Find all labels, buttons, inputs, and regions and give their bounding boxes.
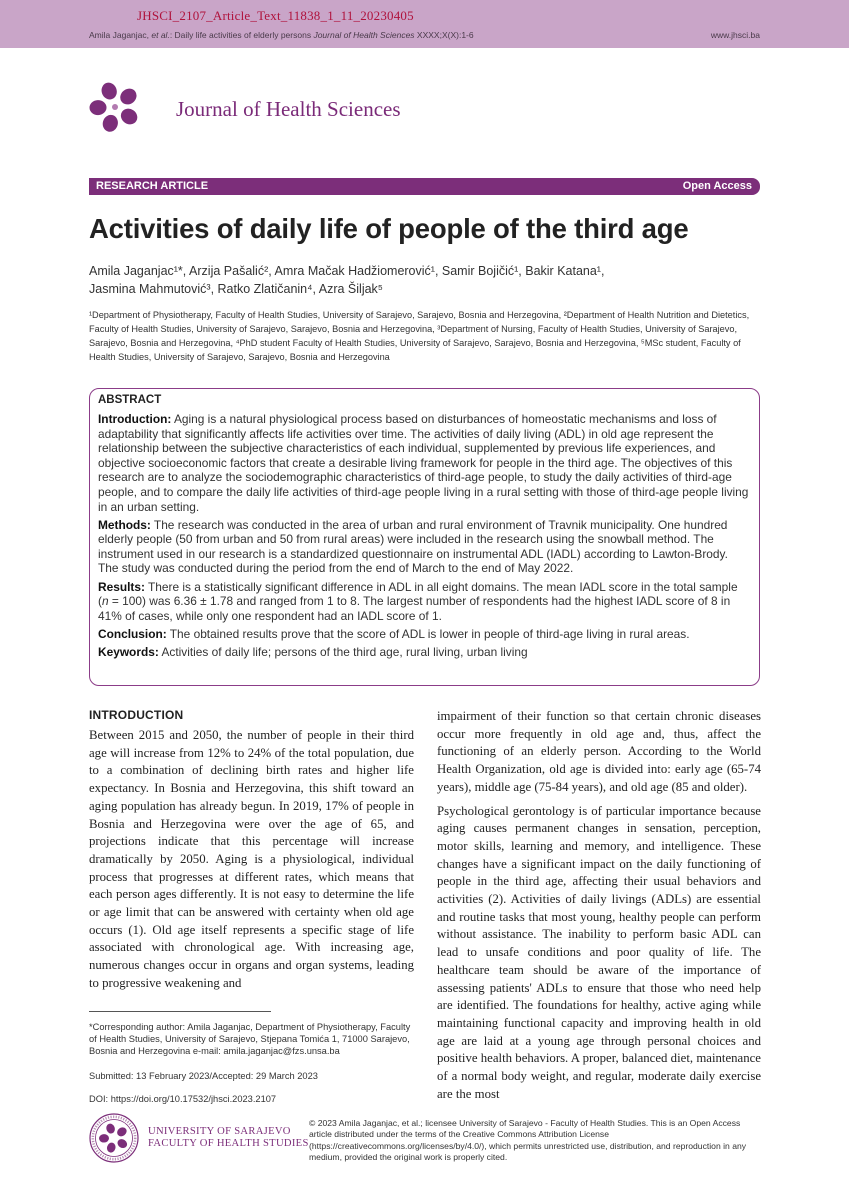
corresponding-author-note: *Corresponding author: Amila Jaganjac, Department of Physiotherapy, Faculty of Health Studies, University of Sarajevo, Stjepana Tomića 1, 71000 Sarajevo, Bosnia and Herzegovina e-mail: amila.jaganjac@fzs.unsa.ba xyxy=(89,1022,411,1057)
abstract-text: There is a statistically significant difference in ADL in all eight domains. The mean IADL score in the total sample ( xyxy=(98,579,738,609)
submission-dates: Submitted: 13 February 2023/Accepted: 29 March 2023 xyxy=(89,1071,318,1081)
flower-logo-icon xyxy=(89,81,141,133)
body-paragraph: Psychological gerontology is of particular importance because aging causes permanent changes in sensation, perception, motor skills, learning and memory, and intelligence. These changes have a significant impact on the daily functioning of people in the third age, affecting their usual behaviors and activities (2). Activities of daily livings (ADLs) are essential and routine tasks that most young, healthy people can perform without assistance. The inability to perform basic ADL can lead to unsafe conditions and poor quality of life. The healthcare team should be aware of the importance of assessing patients' ADLs to ensure that those who need help are identified. The foundations for healthy, active aging while maintaining functional capacity and improving health in old age are laid at a young age through personal choices and positive health behaviors. A proper, balanced diet, maintenance of a normal body weight, and regular, moderate daily exercise are the most xyxy=(437,803,761,1101)
article-title: Activities of daily life of people of the third age xyxy=(89,213,689,244)
abstract-text: Activities of daily life; persons of the third age, rural living, urban living xyxy=(158,644,528,659)
abstract-text: = 100) was 6.36 ± 1.78 and ranged from 1 to 8. The largest number of respondents had the highest IADL score of 8 in 41% of cases, while only one respondent had an IADL score of 1. xyxy=(98,594,731,623)
university-line: UNIVERSITY OF SARAJEVO xyxy=(148,1126,291,1137)
running-head-authors: Amila Jaganjac, xyxy=(89,30,152,40)
abstract-text: Aging is a natural physiological process based on disturbances of homeostatic mechanisms and loss of adaptability that significantly affects life activities over time. The activities of daily living (ADL) in old age represent the relationship between the subjective characteristics of each individual, supplemented by previous life experiences, and objective socioeconomic factors that create a desirable living framework for people in the third age. The objectives of this research are to analyze the sociodemographic characteristics of third-age people, to study the daily activities of third-age people, and to compare the daily life activities of third-age people living in a rural setting with those of third-age people living in an urban setting. xyxy=(98,412,749,514)
author-line: Amila Jaganjac¹*, Arzija Pašalić², Amra Mačak Hadžiomerović¹, Samir Bojičić¹, Bakir Katana¹, xyxy=(89,264,605,278)
running-head-etal: et al. xyxy=(151,30,170,40)
abstract-conclusion xyxy=(98,627,751,642)
body-paragraph: Between 2015 and 2050, the number of people in their third age will increase from 12% to 24% of the total population, due to a combination of declining birth rates and higher life expectancy. In Bosnia and Herzegovina, this shift toward an aging population has already begun. In 2019, 17% of people in Bosnia and Herzegovina were over the age of 65, and projections indicate that this percentage will increase dramatically by 2050. Aging is a physiological, individual process that progresses at different rates, which means that each person ages differently. It is not easy to determine the life or age limit that can be answered with certainty when old age occurs (1). Old age itself represents a specific stage of life associated with chronological age. With increasing age, numerous changes occur in organs and organ systems, leading to progressive weakening and xyxy=(89,728,414,990)
running-head-journal: Journal of Health Sciences xyxy=(313,30,415,40)
abstract-keywords xyxy=(98,645,751,660)
abstract-label: Introduction: xyxy=(98,412,172,426)
body-column-left xyxy=(89,727,414,993)
site-url-link[interactable]: www.jhsci.ba xyxy=(710,30,760,40)
university-seal-icon xyxy=(89,1113,139,1163)
abstract-label: Conclusion: xyxy=(98,626,167,641)
abstract-methods xyxy=(98,518,751,576)
author-line: Jasmina Mahmutović³, Ratko Zlatičanin⁴, Azra Šiljak⁵ xyxy=(89,282,383,296)
abstract-results xyxy=(98,580,751,624)
running-head-title: : Daily life activities of elderly persons xyxy=(169,30,314,40)
sample-size-symbol: n xyxy=(101,594,109,609)
journal-name: Journal of Health Sciences xyxy=(176,97,401,121)
file-id: JHSCI_2107_Article_Text_11838_1_11_20230405 xyxy=(137,8,414,23)
doi-link[interactable]: DOI: https://doi.org/10.17532/jhsci.2023.2107 xyxy=(89,1094,277,1104)
abstract-label: Keywords: xyxy=(98,644,159,659)
running-head xyxy=(89,30,474,40)
faculty-line: FACULTY OF HEALTH STUDIES xyxy=(148,1138,309,1149)
author-list xyxy=(89,262,760,298)
article-type-label: RESEARCH ARTICLE xyxy=(96,180,209,192)
affiliations: ¹Department of Physiotherapy, Faculty of Health Studies, University of Sarajevo, Sarajevo, Bosnia and Herzegovina, ²Department of Health Nutrition and Dietetics, Faculty of Health Studies, University of Sarajevo, Sarajevo, Bosnia and Herzegovina, ³Department of Nursing, Faculty of Health Studies, University of Sarajevo, Sarajevo, Bosnia and Herzegovina, ⁴PhD student Faculty of Health Studies, University of Sarajevo, Sarajevo, Bosnia and Herzegovina, ⁵MSc student, Faculty of Health Studies, University of Sarajevo, Sarajevo, Bosnia and Herzegovina xyxy=(89,310,750,362)
abstract-heading: ABSTRACT xyxy=(98,394,162,406)
university-name xyxy=(148,1126,309,1150)
body-paragraph: impairment of their function so that certain chronic diseases occur more frequently in old age and, thus, affect the functioning of an elderly person. According to the World Health Organization, old age is divided into: early age (65-74 years), middle age (75-84 years), and old age (85 and older). xyxy=(437,709,761,794)
abstract-introduction xyxy=(98,412,751,514)
abstract-box xyxy=(89,388,760,686)
abstract-label: Results: xyxy=(98,579,145,594)
introduction-heading: INTRODUCTION xyxy=(89,708,184,722)
header-band xyxy=(0,0,849,48)
footnote-divider xyxy=(89,1011,271,1012)
article-type-bar xyxy=(89,178,760,195)
abstract-text: The obtained results prove that the score of ADL is lower in people of third-age living in rural areas. xyxy=(166,626,690,641)
abstract-label: Methods: xyxy=(98,517,151,532)
running-head-issue: XXXX;X(X):1-6 xyxy=(414,30,474,40)
body-column-right xyxy=(437,708,761,1103)
copyright-notice: © 2023 Amila Jaganjac, et al.; licensee University of Sarajevo - Faculty of Health Studies. This is an Open Access article distributed under the terms of the Creative Commons Attribution License (https://creativecommons.org/licenses/by/4.0/), which permits unrestricted use, distribution, and reproduction in any medium, provided the original work is properly cited. xyxy=(309,1118,747,1162)
open-access-label: Open Access xyxy=(682,180,752,192)
abstract-text: The research was conducted in the area of urban and rural environment of Travnik municipality. One hundred elderly people (50 from urban and 50 from rural areas) were included in the research using the snowball method. The instrument used in our research is a standardized questionnaire on instrumental ADL (IADL) according to Lawton-Brody. The study was conducted during the period from the end of March to the end of May 2022. xyxy=(98,517,728,576)
